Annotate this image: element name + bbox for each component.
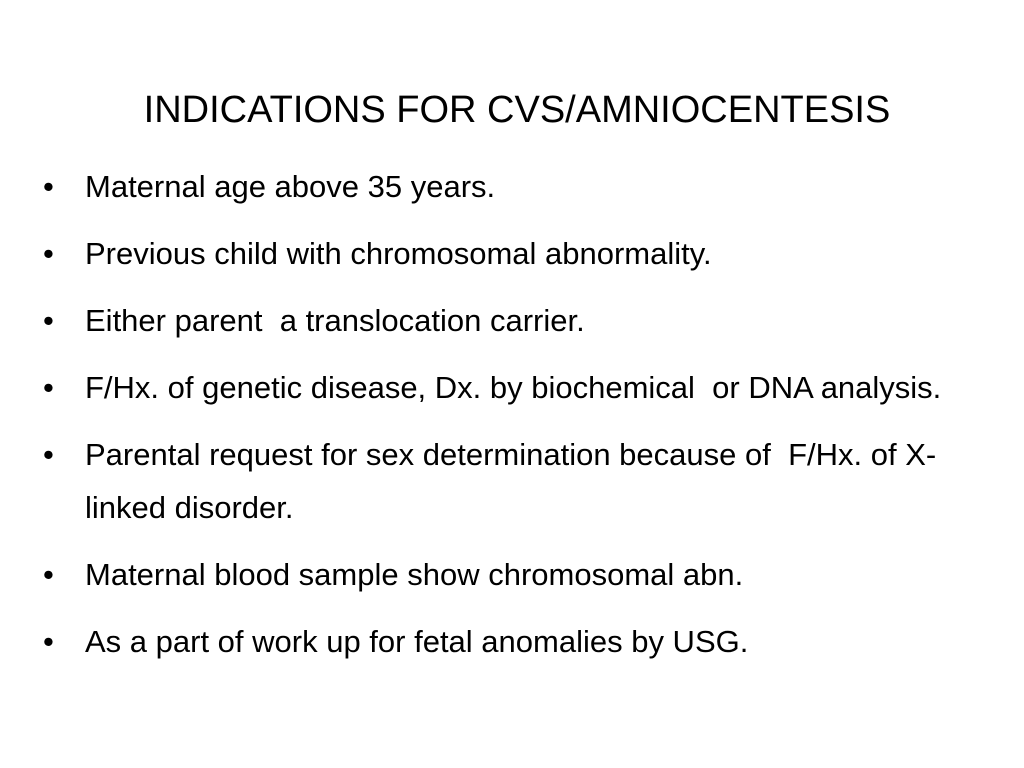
bullet-text: Maternal age above 35 years. (85, 169, 496, 204)
bullet-item-maternal-age (43, 160, 993, 213)
bullet-text: As a part of work up for fetal anomalies by USG. (85, 624, 749, 659)
bullet-item-genetic-disease (43, 361, 993, 414)
bullet-text: Previous child with chromosomal abnormality. (85, 236, 712, 271)
bullet-dot-icon: • (43, 557, 54, 592)
bullet-dot-icon: • (43, 624, 54, 659)
bullet-dot-icon: • (43, 236, 54, 271)
bullet-text: Either parent a translocation carrier. (85, 303, 585, 338)
bullet-dot-icon: • (43, 370, 54, 405)
bullet-list (43, 160, 993, 682)
bullet-text: Maternal blood sample show chromosomal abn. (85, 557, 744, 592)
bullet-text: F/Hx. of genetic disease, Dx. by biochemical or DNA analysis. (85, 370, 942, 405)
bullet-dot-icon: • (43, 437, 54, 472)
slide-title: INDICATIONS FOR CVS/AMNIOCENTESIS (143, 89, 891, 131)
bullet-item-fetal-anomalies (43, 615, 993, 668)
bullet-text: Parental request for sex determination because of F/Hx. of X-linked disorder. (85, 437, 937, 525)
bullet-item-translocation-carrier (43, 294, 993, 347)
bullet-item-previous-child (43, 227, 993, 280)
bullet-dot-icon: • (43, 169, 54, 204)
bullet-item-sex-determination (43, 428, 993, 534)
bullet-dot-icon: • (43, 303, 54, 338)
bullet-item-maternal-blood (43, 548, 993, 601)
